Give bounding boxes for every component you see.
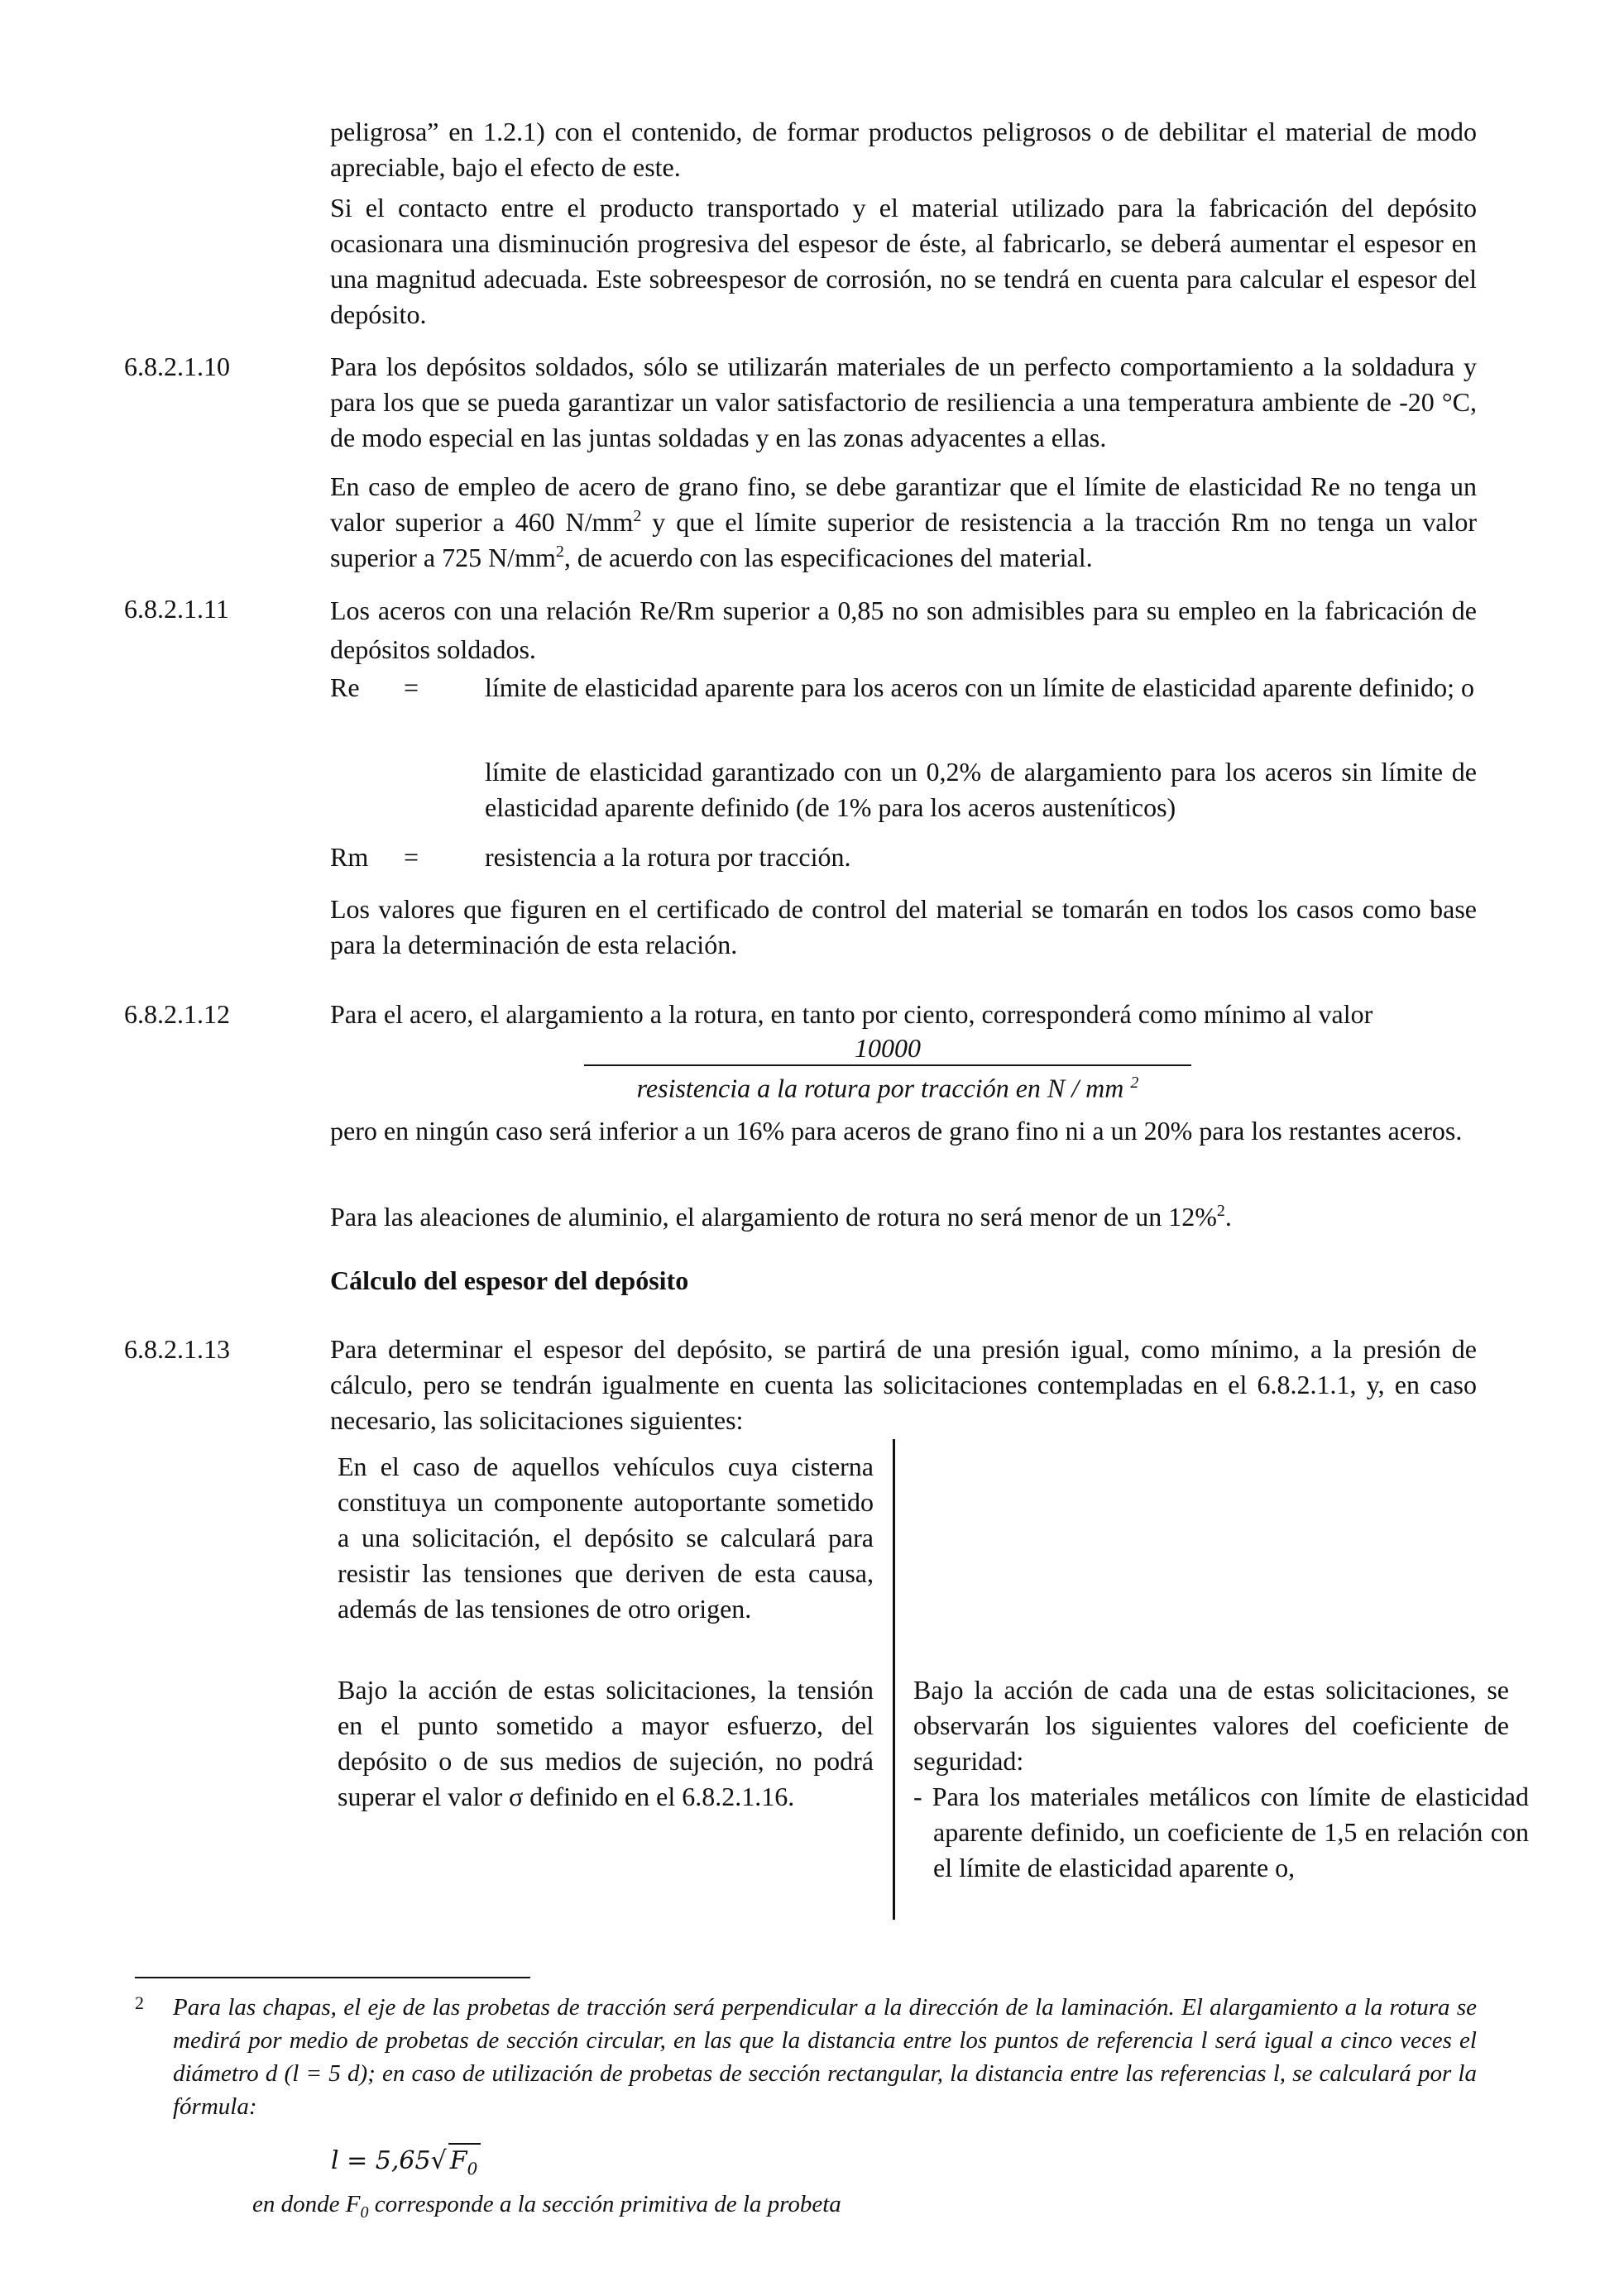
definition-equals: = — [404, 842, 419, 872]
superscript: 2 — [633, 507, 642, 525]
definition-symbol: Rm — [330, 842, 369, 872]
footnote-separator — [135, 1977, 530, 1978]
left-column-paragraph: En el caso de aquellos vehículos cuya cisterna constituya un componente autoportante sometido a una solicitación, el depósito se calculará para resistir las tensiones que deriven de esta causa, además de las tensiones de otro origen. — [338, 1452, 874, 1624]
definition-text: resistencia a la rotura por tracción. — [485, 842, 851, 872]
text-run: Para las aleaciones de aluminio, el alargamiento de rotura no será menor de un 12% — [330, 1202, 1217, 1232]
paragraph: Si el contacto entre el producto transportado y el material utilizado para la fabricación del depósito ocasionara una disminución progresiva del espesor de éste, al fabricarlo, se deberá aumentar el espesor en una magnitud adecuada. Este sobreespesor de corrosión, no se tendrá en cuenta para calcular el espesor del depósito. — [330, 193, 1477, 329]
text-run: en donde F — [252, 2191, 361, 2217]
section-heading: Cálculo del espesor del depósito — [330, 1265, 689, 1295]
definition-equals: = — [404, 672, 419, 702]
formula-radicand — [448, 2143, 481, 2178]
subscript: 0 — [360, 2203, 369, 2222]
paragraph: Para determinar el espesor del depósito, se partirá de una presión igual, como mínimo, a la presión de cálculo, pero se tendrán igualmente en cuenta las solicitaciones contempladas en el 6.8.2.1.1, y, en caso necesario, las solicitaciones siguientes: — [330, 1334, 1477, 1435]
footnote-text — [252, 2188, 1518, 2221]
radical-sign: √ — [430, 2146, 447, 2175]
fraction-denominator — [584, 1064, 1191, 1105]
text-run: F — [449, 2146, 467, 2175]
fraction-numerator: 10000 — [855, 1033, 921, 1063]
column-divider — [893, 1439, 895, 1920]
paragraph — [330, 1199, 1477, 1235]
paragraph: Para los depósitos soldados, sólo se utilizarán materiales de un perfecto comportamiento a la soldadura y para los que se pueda garantizar un valor satisfactorio de resiliencia a una temperatura ambiente de -20 °C, de modo especial en las juntas soldadas y en las zonas adyacentes a ellas. — [330, 352, 1477, 452]
formula-lhs: l = 5,65 — [331, 2146, 431, 2175]
superscript: 2 — [1130, 1074, 1139, 1092]
definition-text: límite de elasticidad garantizado con un 0,2% de alargamiento para los aceros sin límite de elasticidad aparente definido (de 1% para los aceros austeníticos) — [485, 757, 1477, 822]
definition-symbol: Re — [330, 672, 360, 702]
text-run: En caso de empleo de acero de grano fino, se debe garantizar que el límite de elasticidad Re no tenga un valor superior a 460 N/mm — [330, 471, 1477, 537]
paragraph: Para el acero, el alargamiento a la rotura, en tanto por ciento, corresponderá como mínimo al valor — [330, 999, 1373, 1029]
definition-text: límite de elasticidad aparente para los aceros con un límite de elasticidad aparente definido; o — [485, 672, 1474, 702]
text-run: . — [1224, 1202, 1232, 1232]
footnote-mark: 2 — [135, 1992, 144, 2013]
text-run: y que el límite superior de resistencia a la tracción Rm no tenga un valor superior a 725 N/mm — [330, 507, 1478, 572]
section-number: 6.8.2.1.13 — [124, 1334, 230, 1364]
text-run: resistencia a la rotura por tracción en N / mm — [636, 1073, 1124, 1103]
subscript: 0 — [467, 2159, 478, 2179]
text-run: corresponde a la sección primitiva de la probeta — [368, 2191, 841, 2217]
superscript: 2 — [555, 543, 564, 561]
text-run: , de acuerdo con las especificaciones del material. — [563, 543, 1093, 572]
paragraph: Los aceros con una relación Re/Rm superior a 0,85 no son admisibles para su empleo en la fabricación de depósitos soldados. — [330, 596, 1477, 664]
section-number: 6.8.2.1.11 — [124, 594, 229, 624]
paragraph: Los valores que figuren en el certificado de control del material se tomarán en todos los casos como base para la determinación de esta relación. — [330, 894, 1477, 959]
paragraph: peligrosa” en 1.2.1) con el contenido, de formar productos peligrosos o de debilitar el material de modo apreciable, bajo el efecto de este. — [330, 117, 1477, 182]
section-number: 6.8.2.1.10 — [124, 352, 230, 381]
section-number: 6.8.2.1.12 — [124, 999, 230, 1029]
left-column-paragraph: Bajo la acción de estas solicitaciones, la tensión en el punto sometido a mayor esfuerzo, del depósito o de sus medios de sujeción, no podrá superar el valor σ definido en el 6.8.2.1.16. — [338, 1675, 874, 1811]
right-column-bullet: - Para los materiales metálicos con límite de elasticidad aparente definido, un coeficiente de 1,5 en relación con el límite de elasticidad aparente o, — [913, 1782, 1529, 1882]
paragraph: pero en ningún caso será inferior a un 16% para aceros de grano fino ni a un 20% para los restantes aceros. — [330, 1116, 1463, 1146]
right-column-paragraph: Bajo la acción de cada una de estas solicitaciones, se observarán los siguientes valores del coeficiente de seguridad: — [913, 1675, 1509, 1776]
footnote-formula — [331, 2143, 481, 2178]
fraction-formula — [584, 1031, 1191, 1105]
paragraph — [330, 469, 1477, 576]
footnote-text: Para las chapas, el eje de las probetas de tracción será perpendicular a la dirección de la laminación. El alargamiento a la rotura se medirá por medio de probetas de sección circular, en las que la distancia entre los puntos de referencia l será igual a cinco veces el diámetro d (l = 5 d); en caso de utilización de probetas de sección rectangular, la distancia entre las referencias l, se calculará por la fórmula: — [173, 1994, 1477, 2120]
footnote-reference[interactable]: 2 — [1216, 1202, 1225, 1220]
